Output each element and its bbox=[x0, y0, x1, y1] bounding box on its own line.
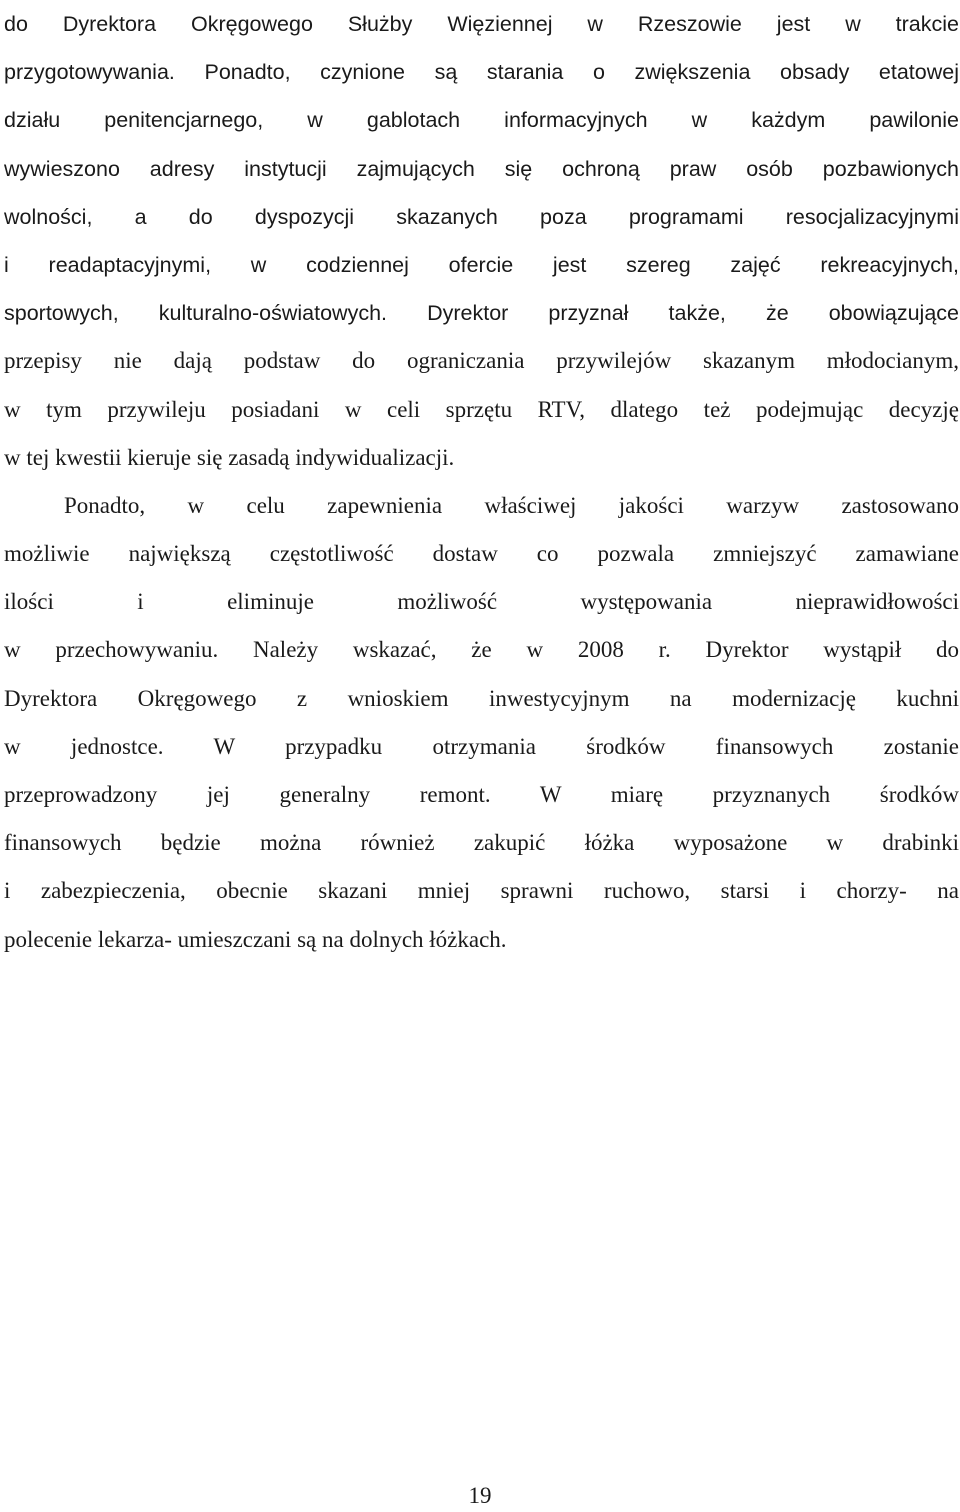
text-line: w tej kwestii kieruje się zasadą indywidualizacji. bbox=[4, 444, 455, 470]
text-line: i zabezpieczenia, obecnie skazani mniej sprawni ruchowo, starsi i chorzy- na bbox=[4, 878, 959, 904]
text-line: ilości i eliminuje możliwość występowania nieprawidłowości bbox=[4, 589, 959, 615]
text-line: Dyrektora Okręgowego z wnioskiem inwestycyjnym na modernizację kuchni bbox=[4, 685, 959, 711]
text-line: działu penitencjarnego, w gablotach informacyjnych w każdym pawilonie bbox=[4, 108, 959, 133]
text-line: możliwie największą częstotliwość dostaw co pozwala zmniejszyć zamawiane bbox=[4, 541, 959, 567]
text-line: przygotowywania. Ponadto, czynione są starania o zwiększenia obsady etatowej bbox=[4, 60, 959, 85]
text-line: Ponadto, w celu zapewnienia właściwej jakości warzyw zastosowano bbox=[64, 492, 959, 518]
text-line: finansowych będzie można również zakupić łóżka wyposażone w drabinki bbox=[4, 830, 959, 856]
body-text bbox=[4, 0, 959, 964]
text-line: i readaptacyjnymi, w codziennej ofercie jest szereg zajęć rekreacyjnych, bbox=[4, 252, 959, 277]
text-line: w tym przywileju posiadani w celi sprzętu RTV, dlatego też podejmując decyzję bbox=[4, 396, 959, 422]
page-number: 19 bbox=[468, 1483, 492, 1508]
paragraph-2 bbox=[4, 482, 959, 964]
paragraph-1 bbox=[4, 0, 959, 482]
text-line: w przechowywaniu. Należy wskazać, że w 2008 r. Dyrektor wystąpił do bbox=[4, 637, 959, 663]
text-line: wolności, a do dyspozycji skazanych poza programami resocjalizacyjnymi bbox=[4, 204, 959, 229]
text-line: do Dyrektora Okręgowego Służby Więziennej w Rzeszowie jest w trakcie bbox=[4, 12, 959, 36]
text-line: sportowych, kulturalno-oświatowych. Dyrektor przyznał także, że obowiązujące bbox=[4, 301, 959, 326]
text-line: przepisy nie dają podstaw do ograniczania przywilejów skazanym młodocianym, bbox=[4, 348, 959, 374]
text-line: polecenie lekarza- umieszczani są na dolnych łóżkach. bbox=[4, 926, 507, 952]
text-line: przeprowadzony jej generalny remont. W miarę przyznanych środków bbox=[4, 782, 959, 807]
text-line: wywieszono adresy instytucji zajmujących się ochroną praw osób pozbawionych bbox=[4, 156, 959, 181]
text-line: w jednostce. W przypadku otrzymania środków finansowych zostanie bbox=[4, 733, 959, 759]
